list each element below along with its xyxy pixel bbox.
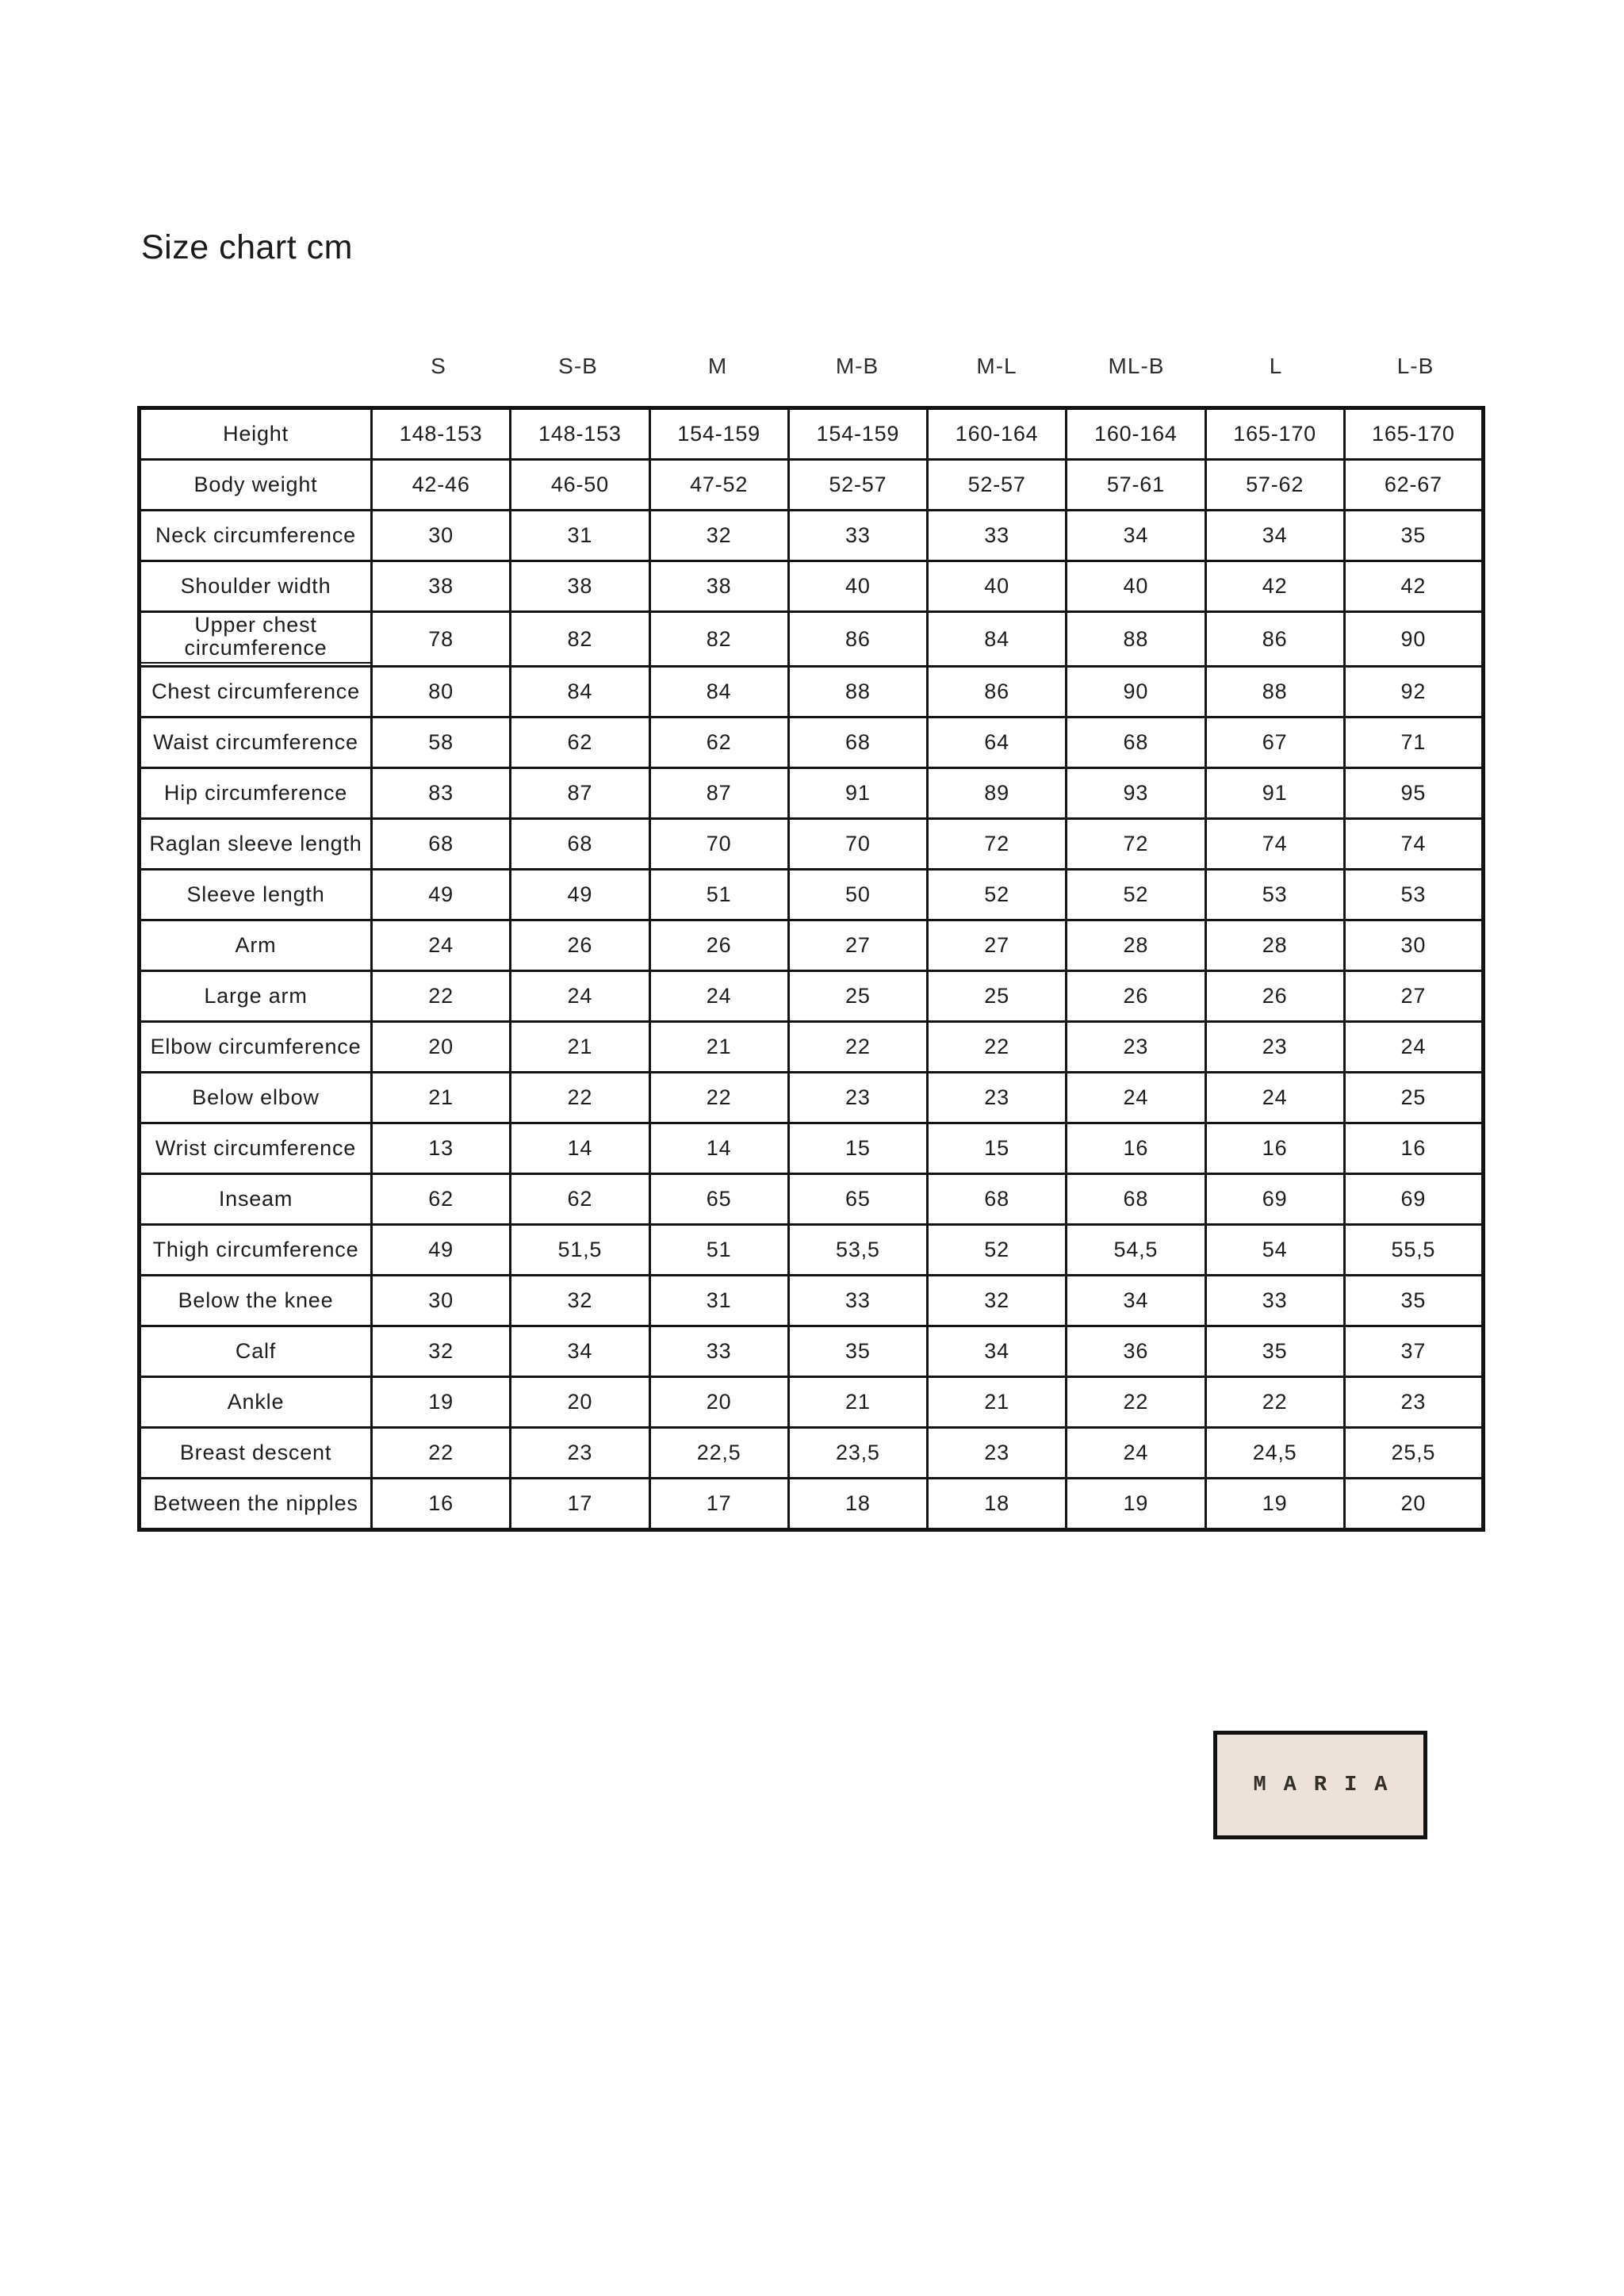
value-cell: 160-164 xyxy=(1067,408,1205,460)
value-cell: 32 xyxy=(372,1326,511,1377)
value-cell: 20 xyxy=(511,1377,649,1428)
row-label: Raglan sleeve length xyxy=(140,819,372,870)
value-cell: 86 xyxy=(1205,612,1344,667)
value-cell: 72 xyxy=(1067,819,1205,870)
row-label: Inseam xyxy=(140,1174,372,1225)
row-label: Body weight xyxy=(140,460,372,511)
value-cell: 34 xyxy=(511,1326,649,1377)
value-cell: 23 xyxy=(788,1073,927,1123)
table-row xyxy=(140,1479,1484,1530)
size-header-row xyxy=(137,354,1485,379)
value-cell: 154-159 xyxy=(649,408,788,460)
value-cell: 87 xyxy=(511,768,649,819)
value-cell: 154-159 xyxy=(788,408,927,460)
value-cell: 24 xyxy=(1067,1428,1205,1479)
value-cell: 62 xyxy=(372,1174,511,1225)
value-cell: 90 xyxy=(1067,667,1205,718)
value-cell: 28 xyxy=(1067,920,1205,971)
table-row xyxy=(140,1276,1484,1326)
size-column-header: M-L xyxy=(976,354,1017,378)
page-title: Size chart cm xyxy=(141,228,353,266)
value-cell: 62 xyxy=(649,718,788,768)
value-cell: 20 xyxy=(649,1377,788,1428)
value-cell: 26 xyxy=(1205,971,1344,1022)
value-cell: 82 xyxy=(649,612,788,667)
value-cell: 52-57 xyxy=(788,460,927,511)
value-cell: 26 xyxy=(1067,971,1205,1022)
table-row xyxy=(140,1022,1484,1073)
table-row xyxy=(140,1123,1484,1174)
value-cell: 28 xyxy=(1205,920,1344,971)
value-cell: 21 xyxy=(788,1377,927,1428)
value-cell: 23 xyxy=(928,1073,1067,1123)
value-cell: 33 xyxy=(649,1326,788,1377)
row-label: Calf xyxy=(140,1326,372,1377)
value-cell: 54,5 xyxy=(1067,1225,1205,1276)
value-cell: 32 xyxy=(511,1276,649,1326)
value-cell: 24 xyxy=(1067,1073,1205,1123)
row-label: Neck circumference xyxy=(140,511,372,561)
row-label: Wrist circumference xyxy=(140,1123,372,1174)
value-cell: 34 xyxy=(928,1326,1067,1377)
value-cell: 57-61 xyxy=(1067,460,1205,511)
value-cell: 53 xyxy=(1344,870,1483,920)
value-cell: 71 xyxy=(1344,718,1483,768)
value-cell: 21 xyxy=(649,1022,788,1073)
value-cell: 21 xyxy=(928,1377,1067,1428)
value-cell: 68 xyxy=(372,819,511,870)
row-label: Upper chest circumference xyxy=(140,612,372,667)
value-cell: 67 xyxy=(1205,718,1344,768)
row-label: Arm xyxy=(140,920,372,971)
value-cell: 62 xyxy=(511,1174,649,1225)
size-column-header: ML-B xyxy=(1108,354,1165,378)
row-label: Ankle xyxy=(140,1377,372,1428)
value-cell: 46-50 xyxy=(511,460,649,511)
size-column-header: S-B xyxy=(558,354,598,378)
value-cell: 91 xyxy=(788,768,927,819)
value-cell: 148-153 xyxy=(511,408,649,460)
size-chart-table xyxy=(137,406,1485,1532)
value-cell: 42-46 xyxy=(372,460,511,511)
value-cell: 33 xyxy=(788,1276,927,1326)
table-row xyxy=(140,768,1484,819)
value-cell: 25,5 xyxy=(1344,1428,1483,1479)
value-cell: 32 xyxy=(649,511,788,561)
value-cell: 18 xyxy=(788,1479,927,1530)
value-cell: 16 xyxy=(1205,1123,1344,1174)
value-cell: 84 xyxy=(928,612,1067,667)
value-cell: 25 xyxy=(1344,1073,1483,1123)
value-cell: 35 xyxy=(1344,1276,1483,1326)
value-cell: 88 xyxy=(788,667,927,718)
value-cell: 68 xyxy=(1067,1174,1205,1225)
value-cell: 27 xyxy=(928,920,1067,971)
value-cell: 91 xyxy=(1205,768,1344,819)
value-cell: 70 xyxy=(788,819,927,870)
table-row xyxy=(140,920,1484,971)
value-cell: 23 xyxy=(511,1428,649,1479)
value-cell: 27 xyxy=(788,920,927,971)
value-cell: 52 xyxy=(928,1225,1067,1276)
value-cell: 24 xyxy=(372,920,511,971)
value-cell: 86 xyxy=(928,667,1067,718)
value-cell: 92 xyxy=(1344,667,1483,718)
value-cell: 34 xyxy=(1067,511,1205,561)
value-cell: 38 xyxy=(649,561,788,612)
value-cell: 88 xyxy=(1205,667,1344,718)
table-row xyxy=(140,460,1484,511)
value-cell: 87 xyxy=(649,768,788,819)
value-cell: 89 xyxy=(928,768,1067,819)
value-cell: 165-170 xyxy=(1344,408,1483,460)
value-cell: 95 xyxy=(1344,768,1483,819)
value-cell: 31 xyxy=(649,1276,788,1326)
row-label: Elbow circumference xyxy=(140,1022,372,1073)
value-cell: 19 xyxy=(1067,1479,1205,1530)
value-cell: 14 xyxy=(511,1123,649,1174)
value-cell: 38 xyxy=(511,561,649,612)
value-cell: 15 xyxy=(788,1123,927,1174)
value-cell: 86 xyxy=(788,612,927,667)
table-row xyxy=(140,1326,1484,1377)
value-cell: 22,5 xyxy=(649,1428,788,1479)
value-cell: 93 xyxy=(1067,768,1205,819)
brand-logo-text: MARIA xyxy=(1253,1773,1405,1797)
value-cell: 72 xyxy=(928,819,1067,870)
value-cell: 22 xyxy=(511,1073,649,1123)
value-cell: 52 xyxy=(928,870,1067,920)
value-cell: 35 xyxy=(1205,1326,1344,1377)
table-row xyxy=(140,718,1484,768)
value-cell: 14 xyxy=(649,1123,788,1174)
table-row xyxy=(140,1377,1484,1428)
value-cell: 25 xyxy=(788,971,927,1022)
value-cell: 20 xyxy=(1344,1479,1483,1530)
value-cell: 51 xyxy=(649,1225,788,1276)
value-cell: 84 xyxy=(649,667,788,718)
value-cell: 25 xyxy=(928,971,1067,1022)
row-label: Large arm xyxy=(140,971,372,1022)
value-cell: 23 xyxy=(1067,1022,1205,1073)
table-row xyxy=(140,511,1484,561)
row-label: Sleeve length xyxy=(140,870,372,920)
value-cell: 22 xyxy=(649,1073,788,1123)
size-column-header: M-B xyxy=(835,354,879,378)
value-cell: 69 xyxy=(1344,1174,1483,1225)
table-row xyxy=(140,1174,1484,1225)
value-cell: 30 xyxy=(1344,920,1483,971)
value-cell: 62-67 xyxy=(1344,460,1483,511)
row-label: Below the knee xyxy=(140,1276,372,1326)
value-cell: 49 xyxy=(372,1225,511,1276)
value-cell: 35 xyxy=(788,1326,927,1377)
row-label: Waist circumference xyxy=(140,718,372,768)
row-label: Chest circumference xyxy=(140,667,372,718)
value-cell: 51 xyxy=(649,870,788,920)
value-cell: 68 xyxy=(788,718,927,768)
row-label: Below elbow xyxy=(140,1073,372,1123)
value-cell: 24 xyxy=(649,971,788,1022)
value-cell: 22 xyxy=(788,1022,927,1073)
value-cell: 13 xyxy=(372,1123,511,1174)
value-cell: 40 xyxy=(788,561,927,612)
table-row xyxy=(140,408,1484,460)
value-cell: 27 xyxy=(1344,971,1483,1022)
value-cell: 55,5 xyxy=(1344,1225,1483,1276)
value-cell: 34 xyxy=(1205,511,1344,561)
value-cell: 65 xyxy=(649,1174,788,1225)
value-cell: 82 xyxy=(511,612,649,667)
value-cell: 23 xyxy=(1205,1022,1344,1073)
value-cell: 53 xyxy=(1205,870,1344,920)
value-cell: 21 xyxy=(372,1073,511,1123)
row-label: Breast descent xyxy=(140,1428,372,1479)
row-label: Thigh circumference xyxy=(140,1225,372,1276)
value-cell: 54 xyxy=(1205,1225,1344,1276)
value-cell: 53,5 xyxy=(788,1225,927,1276)
value-cell: 30 xyxy=(372,1276,511,1326)
value-cell: 16 xyxy=(372,1479,511,1530)
value-cell: 23 xyxy=(928,1428,1067,1479)
value-cell: 33 xyxy=(928,511,1067,561)
value-cell: 68 xyxy=(511,819,649,870)
value-cell: 15 xyxy=(928,1123,1067,1174)
value-cell: 51,5 xyxy=(511,1225,649,1276)
value-cell: 21 xyxy=(511,1022,649,1073)
row-label: Height xyxy=(140,408,372,460)
value-cell: 47-52 xyxy=(649,460,788,511)
value-cell: 22 xyxy=(372,971,511,1022)
table-row xyxy=(140,612,1484,667)
value-cell: 84 xyxy=(511,667,649,718)
value-cell: 74 xyxy=(1205,819,1344,870)
value-cell: 37 xyxy=(1344,1326,1483,1377)
table-row xyxy=(140,1073,1484,1123)
value-cell: 40 xyxy=(928,561,1067,612)
brand-logo xyxy=(1213,1731,1427,1839)
value-cell: 80 xyxy=(372,667,511,718)
value-cell: 35 xyxy=(1344,511,1483,561)
value-cell: 19 xyxy=(372,1377,511,1428)
value-cell: 52 xyxy=(1067,870,1205,920)
value-cell: 49 xyxy=(372,870,511,920)
value-cell: 19 xyxy=(1205,1479,1344,1530)
size-column-header: S xyxy=(431,354,446,378)
table-row xyxy=(140,1225,1484,1276)
value-cell: 83 xyxy=(372,768,511,819)
value-cell: 74 xyxy=(1344,819,1483,870)
value-cell: 30 xyxy=(372,511,511,561)
value-cell: 160-164 xyxy=(928,408,1067,460)
value-cell: 24 xyxy=(511,971,649,1022)
value-cell: 50 xyxy=(788,870,927,920)
value-cell: 165-170 xyxy=(1205,408,1344,460)
value-cell: 20 xyxy=(372,1022,511,1073)
value-cell: 42 xyxy=(1205,561,1344,612)
value-cell: 58 xyxy=(372,718,511,768)
value-cell: 88 xyxy=(1067,612,1205,667)
value-cell: 22 xyxy=(1067,1377,1205,1428)
value-cell: 38 xyxy=(372,561,511,612)
value-cell: 17 xyxy=(511,1479,649,1530)
value-cell: 24 xyxy=(1344,1022,1483,1073)
table-row xyxy=(140,870,1484,920)
value-cell: 52-57 xyxy=(928,460,1067,511)
value-cell: 16 xyxy=(1067,1123,1205,1174)
value-cell: 68 xyxy=(928,1174,1067,1225)
value-cell: 23,5 xyxy=(788,1428,927,1479)
value-cell: 36 xyxy=(1067,1326,1205,1377)
value-cell: 148-153 xyxy=(372,408,511,460)
value-cell: 78 xyxy=(372,612,511,667)
value-cell: 23 xyxy=(1344,1377,1483,1428)
value-cell: 68 xyxy=(1067,718,1205,768)
value-cell: 65 xyxy=(788,1174,927,1225)
size-column-header: M xyxy=(707,354,728,378)
value-cell: 33 xyxy=(788,511,927,561)
value-cell: 34 xyxy=(1067,1276,1205,1326)
value-cell: 18 xyxy=(928,1479,1067,1530)
table-row xyxy=(140,1428,1484,1479)
corner-spacer xyxy=(137,354,369,379)
value-cell: 49 xyxy=(511,870,649,920)
value-cell: 26 xyxy=(511,920,649,971)
table-row xyxy=(140,971,1484,1022)
size-column-header: L-B xyxy=(1396,354,1434,378)
value-cell: 22 xyxy=(372,1428,511,1479)
value-cell: 32 xyxy=(928,1276,1067,1326)
value-cell: 22 xyxy=(1205,1377,1344,1428)
value-cell: 17 xyxy=(649,1479,788,1530)
value-cell: 70 xyxy=(649,819,788,870)
table-row xyxy=(140,819,1484,870)
value-cell: 62 xyxy=(511,718,649,768)
value-cell: 22 xyxy=(928,1022,1067,1073)
value-cell: 64 xyxy=(928,718,1067,768)
row-label: Hip circumference xyxy=(140,768,372,819)
value-cell: 31 xyxy=(511,511,649,561)
value-cell: 33 xyxy=(1205,1276,1344,1326)
size-column-header: L xyxy=(1269,354,1283,378)
value-cell: 57-62 xyxy=(1205,460,1344,511)
value-cell: 90 xyxy=(1344,612,1483,667)
value-cell: 40 xyxy=(1067,561,1205,612)
row-label: Between the nipples xyxy=(140,1479,372,1530)
value-cell: 24 xyxy=(1205,1073,1344,1123)
table-row xyxy=(140,561,1484,612)
value-cell: 24,5 xyxy=(1205,1428,1344,1479)
value-cell: 69 xyxy=(1205,1174,1344,1225)
table-row xyxy=(140,667,1484,718)
value-cell: 26 xyxy=(649,920,788,971)
value-cell: 42 xyxy=(1344,561,1483,612)
row-label: Shoulder width xyxy=(140,561,372,612)
value-cell: 16 xyxy=(1344,1123,1483,1174)
